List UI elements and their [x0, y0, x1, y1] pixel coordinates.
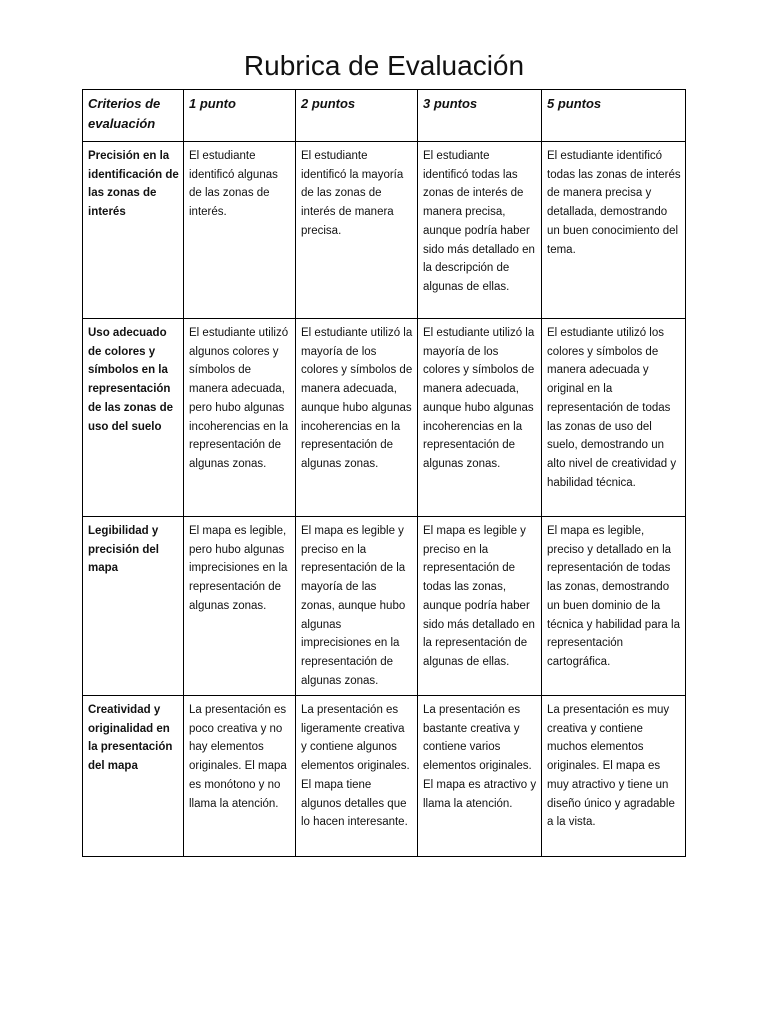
- table-header-row: [83, 90, 686, 142]
- score-cell: El estudiante identificó la mayoría de las zonas de interés de manera precisa.: [296, 142, 418, 319]
- score-cell: El estudiante utilizó la mayoría de los colores y símbolos de manera adecuada, aunque hubo algunas incoherencias en la representación de algunas zonas.: [418, 319, 542, 517]
- score-cell: El estudiante identificó todas las zonas de interés de manera precisa, aunque podría haber sido más detallado en la descripción de algunas de ellas.: [418, 142, 542, 319]
- score-cell: El estudiante utilizó la mayoría de los colores y símbolos de manera adecuada, aunque hubo algunas incoherencias en la representación de algunas zonas.: [296, 319, 418, 517]
- score-cell: La presentación es ligeramente creativa y contiene algunos elementos originales. El mapa tiene algunos detalles que lo hacen interesante.: [296, 696, 418, 857]
- header-3-puntos: 3 puntos: [418, 90, 542, 142]
- criterion-cell: Creatividad y originalidad en la presentación del mapa: [83, 696, 184, 857]
- score-cell: La presentación es muy creativa y contiene muchos elementos originales. El mapa es muy atractivo y tiene un diseño único y agradable a la vista.: [542, 696, 686, 857]
- table-row: [83, 319, 686, 517]
- score-cell: La presentación es poco creativa y no hay elementos originales. El mapa es monótono y no llama la atención.: [184, 696, 296, 857]
- criterion-cell: Legibilidad y precisión del mapa: [83, 517, 184, 696]
- score-cell: La presentación es bastante creativa y contiene varios elementos originales. El mapa es atractivo y llama la atención.: [418, 696, 542, 857]
- score-cell: El mapa es legible y preciso en la representación de todas las zonas, aunque podría haber sido más detallado en la representación de algunas de ellas.: [418, 517, 542, 696]
- rubric-table: [82, 89, 686, 857]
- header-criterios: Criterios de evaluación: [83, 90, 184, 142]
- score-cell: El estudiante utilizó algunos colores y símbolos de manera adecuada, pero hubo algunas incoherencias en la representación de algunas zonas.: [184, 319, 296, 517]
- header-5-puntos: 5 puntos: [542, 90, 686, 142]
- table-row: [83, 142, 686, 319]
- score-cell: El mapa es legible, preciso y detallado en la representación de todas las zonas, demostrando un buen dominio de la técnica y habilidad para la representación cartográfica.: [542, 517, 686, 696]
- header-1-punto: 1 punto: [184, 90, 296, 142]
- score-cell: El mapa es legible y preciso en la representación de la mayoría de las zonas, aunque hubo algunas imprecisiones en la representación de algunas zonas.: [296, 517, 418, 696]
- score-cell: El mapa es legible, pero hubo algunas imprecisiones en la representación de algunas zonas.: [184, 517, 296, 696]
- table-row: [83, 696, 686, 857]
- score-cell: El estudiante utilizó los colores y símbolos de manera adecuada y original en la representación de todas las zonas de uso del suelo, demostrando un alto nivel de creatividad y habilidad técnica.: [542, 319, 686, 517]
- header-2-puntos: 2 puntos: [296, 90, 418, 142]
- page-title: Rubrica de Evaluación: [243, 50, 525, 81]
- criterion-cell: Uso adecuado de colores y símbolos en la representación de las zonas de uso del suelo: [83, 319, 184, 517]
- score-cell: El estudiante identificó algunas de las zonas de interés.: [184, 142, 296, 319]
- criterion-cell: Precisión en la identificación de las zonas de interés: [83, 142, 184, 319]
- score-cell: El estudiante identificó todas las zonas de interés de manera precisa y detallada, demostrando un buen conocimiento del tema.: [542, 142, 686, 319]
- table-row: [83, 517, 686, 696]
